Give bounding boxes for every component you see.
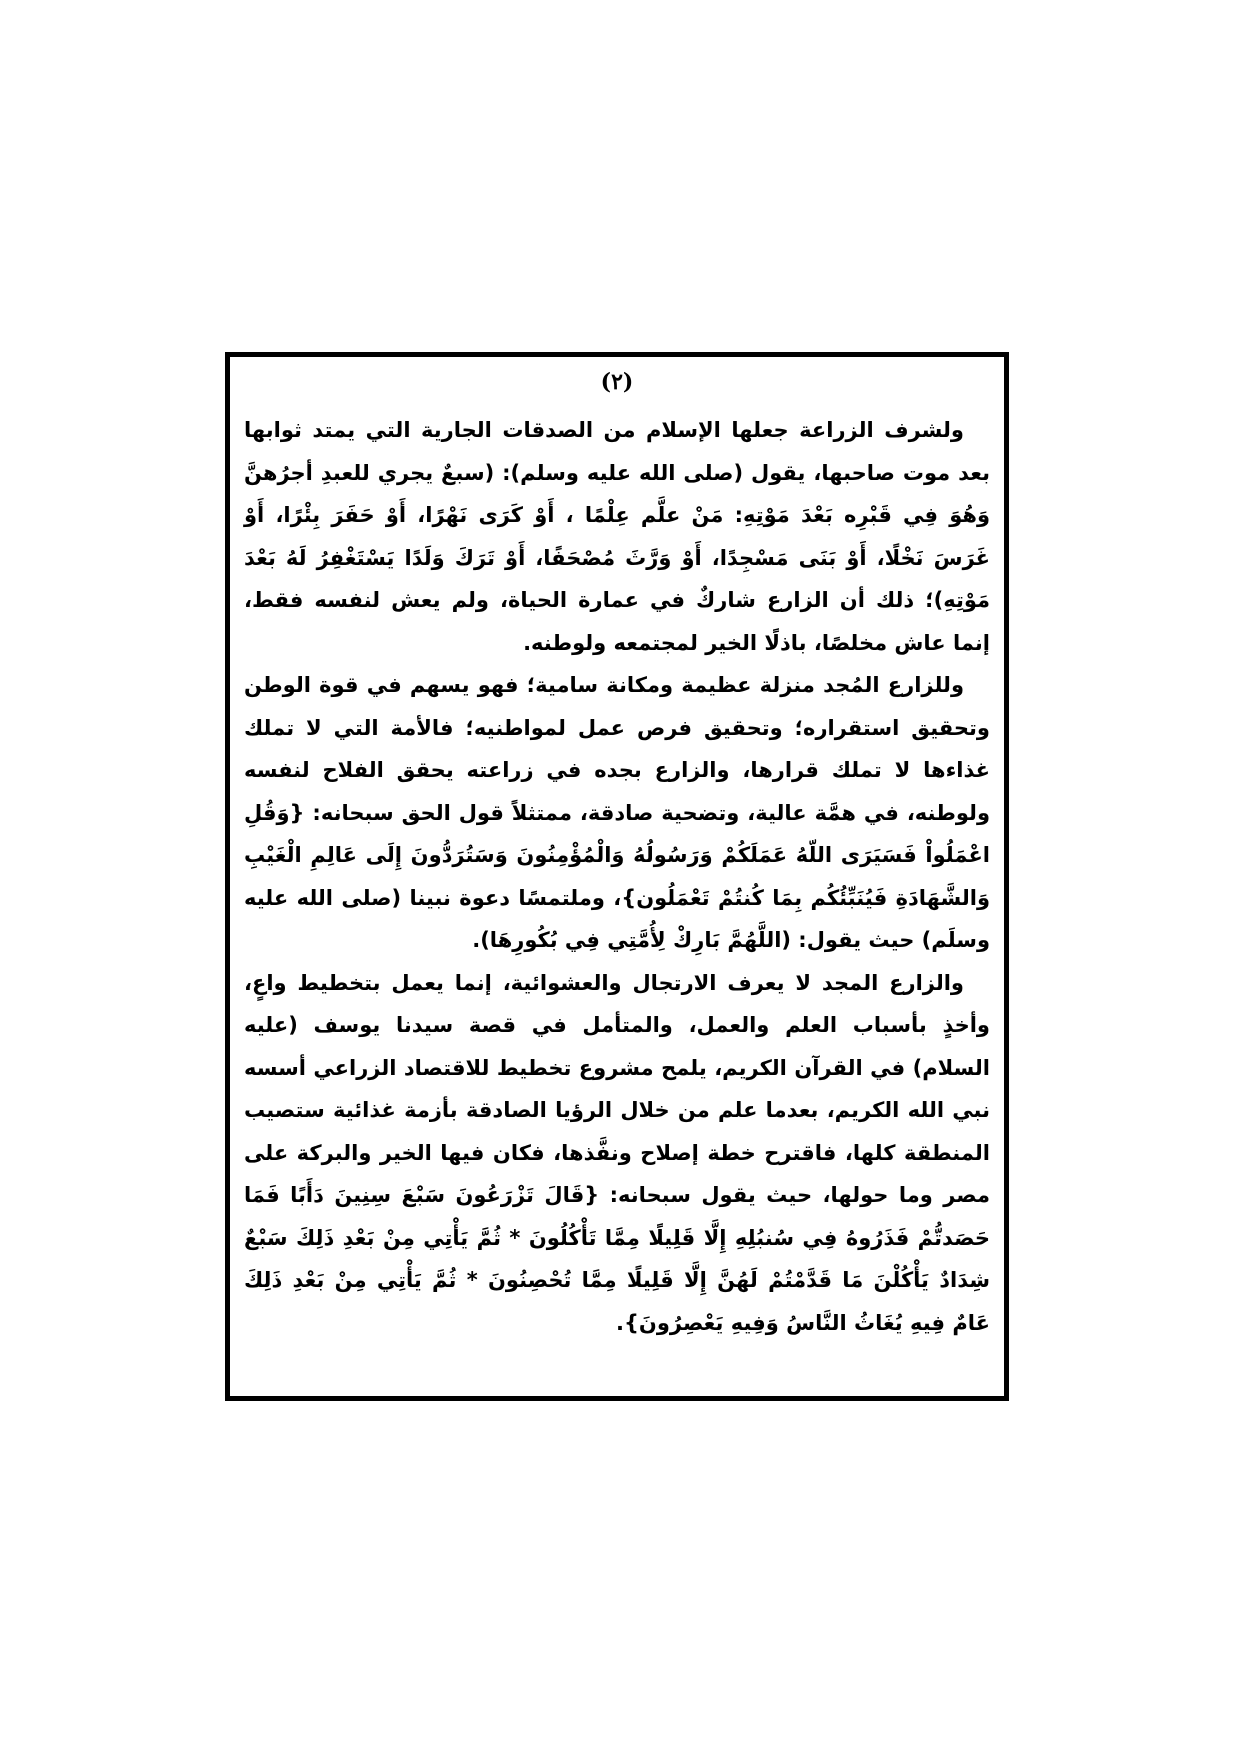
paragraph [244, 962, 990, 1345]
paragraph-text: وللزارع المُجد منزلة عظيمة ومكانة سامية؛ فهو يسهم في قوة الوطن وتحقيق استقراره؛ وتحقيق فرص عمل لمواطنيه؛ فالأمة التي لا تملك غذاءها لا تملك قرارها، والزارع بجده في زراعته يحقق الفلاح لنفسه ولوطنه، في همَّة عالية، وتضحية صادقة، ممتثلاً قول الحق سبحانه: {وَقُلِ اعْمَلُواْ فَسَيَرَى اللّهُ عَمَلَكُمْ وَرَسُولُهُ وَالْمُؤْمِنُونَ وَسَتُرَدُّونَ إِلَى عَالِمِ الْغَيْبِ وَالشَّهَادَةِ فَيُنَبِّئُكُم بِمَا كُنتُمْ تَعْمَلُون}، وملتمسًا دعوة نبينا (صلى الله عليه وسلَم) حيث يقول: (اللَّهُمَّ بَارِكْ لِأُمَّتِي فِي بُكُورِهَا). [244, 673, 990, 952]
paragraph [244, 664, 990, 962]
page-content [244, 409, 990, 1344]
paragraph-text: والزارع المجد لا يعرف الارتجال والعشوائية، إنما يعمل بتخطيط واعٍ، وأخذٍ بأسباب العلم والعمل، والمتأمل في قصة سيدنا يوسف (عليه السلام) في القرآن الكريم، يلمح مشروع تخطيط للاقتصاد الزراعي أسسه نبي الله الكريم، بعدما علم من خلال الرؤيا الصادقة بأزمة غذائية ستصيب المنطقة كلها، فاقترح خطة إصلاح ونفَّذها، فكان فيها الخير والبركة على مصر وما حولها، حيث يقول سبحانه: {قَالَ تَزْرَعُونَ سَبْعَ سِنِينَ دَأَبًا فَمَا حَصَدتُّمْ فَذَرُوهُ فِي سُنبُلِهِ إِلَّا قَلِيلًا مِمَّا تَأْكُلُونَ * ثُمَّ يَأْتِي مِنْ بَعْدِ ذَلِكَ سَبْعٌ شِدَادٌ يَأْكُلْنَ مَا قَدَّمْتُمْ لَهُنَّ إِلَّا قَلِيلًا مِمَّا تُحْصِنُونَ * ثُمَّ يَأْتِي مِنْ بَعْدِ ذَلِكَ عَامٌ فِيهِ يُغَاثُ النَّاسُ وَفِيهِ يَعْصِرُونَ}. [244, 970, 990, 1335]
page-number: (٢) [600, 369, 634, 395]
paragraph-text: ولشرف الزراعة جعلها الإسلام من الصدقات الجارية التي يمتد ثوابها بعد موت صاحبها، يقول (صلى الله عليه وسلم): (سبعٌ يجري للعبدِ أجرُهنَّ وَهُوَ فِي قَبْرِه بَعْدَ مَوْتِهِ: مَنْ علَّم عِلْمًا ، أَوْ كَرَى نَهْرًا، أَوْ حَفَرَ بِئْرًا، أَوْ غَرَسَ نَخْلًا، أَوْ بَنَى مَسْجِدًا، أَوْ وَرَّثَ مُصْحَفًا، أَوْ تَرَكَ وَلَدًا يَسْتَغْفِرُ لَهُ بَعْدَ مَوْتِهِ)؛ ذلك أن الزارع شاركٌ في عمارة الحياة، ولم يعش لنفسه فقط، إنما عاش مخلصًا، باذلًا الخير لمجتمعه ولوطنه. [244, 418, 990, 655]
paragraph [244, 409, 990, 664]
page-frame [225, 352, 1009, 1401]
